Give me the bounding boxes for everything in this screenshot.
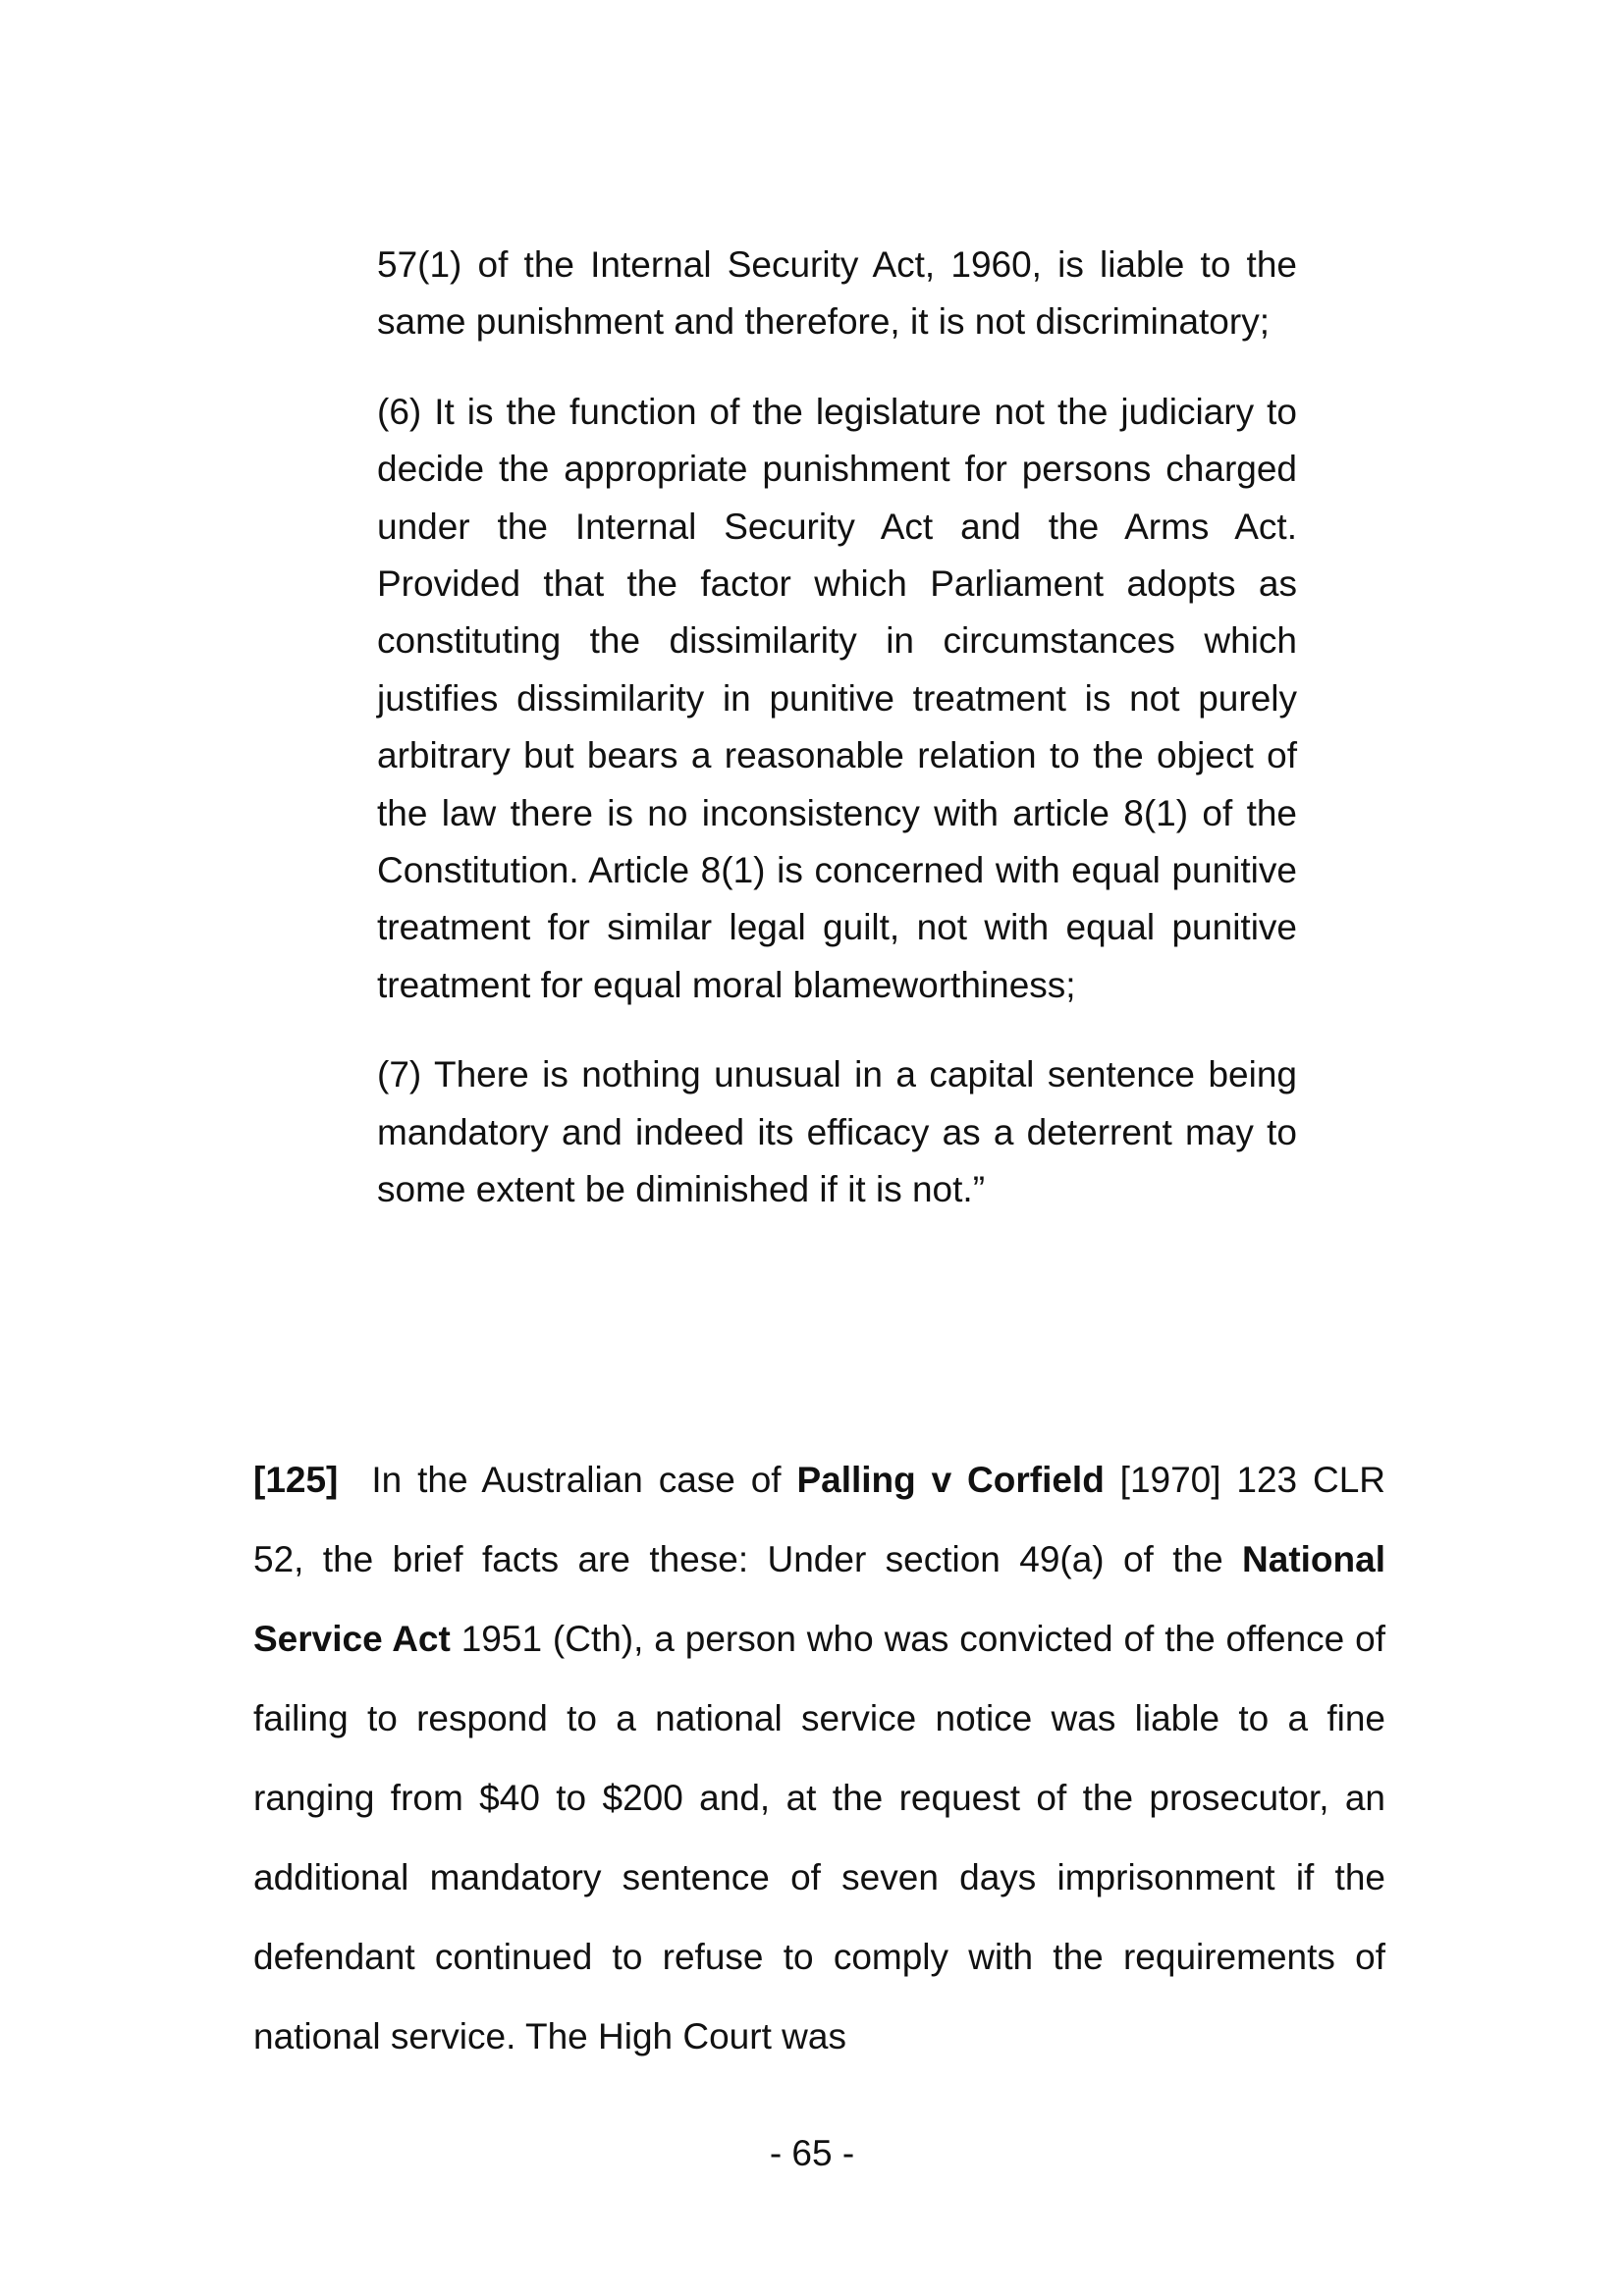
paragraph-text: 1951 (Cth), a person who was convicted of the offence of failing to respond to a national service notice was liable to a fine ranging from $40 to $200 and, at the request of the prosecutor, an additional mandatory sentence of seven days imprisonment if the defendant continued to refuse to comply with the requirements of national service. The High Court was [253, 1619, 1385, 2056]
quoted-paragraph-6: (6) It is the function of the legislature not the judiciary to decide the appropriate punishment for persons charged under the Internal Security Act and the Arms Act. Provided that the factor which Parliament adopts as constituting the dissimilarity in circumstances which justifies dissimilarity in punitive treatment is not purely arbitrary but bears a reasonable relation to the object of the law there is no inconsistency with article 8(1) of the Constitution. Article 8(1) is concerned with equal punitive treatment for similar legal guilt, not with equal punitive treatment for equal moral blameworthiness; [377, 391, 1297, 1005]
quoted-paragraph-continuation: 57(1) of the Internal Security Act, 1960, is liable to the same punishment and therefore, it is not discriminatory; [377, 244, 1297, 343]
paragraph-text: [1970] 123 CLR 52, the brief facts are these: Under section 49(a) of the [253, 1460, 1385, 1579]
page-number: - 65 - [769, 2133, 855, 2173]
paragraph-125 [253, 1440, 1385, 2076]
quoted-paragraph-7: (7) There is nothing unusual in a capital sentence being mandatory and indeed its efficacy as a deterrent may to some extent be diminished if it is not.” [377, 1054, 1297, 1210]
case-name: Palling v Corfield [796, 1460, 1105, 1500]
quoted-passage [377, 237, 1297, 1252]
act-name: National Service Act [253, 1539, 1385, 1659]
paragraph-text: In the Australian case of [371, 1460, 797, 1500]
paragraph-number: [125] [253, 1460, 339, 1500]
